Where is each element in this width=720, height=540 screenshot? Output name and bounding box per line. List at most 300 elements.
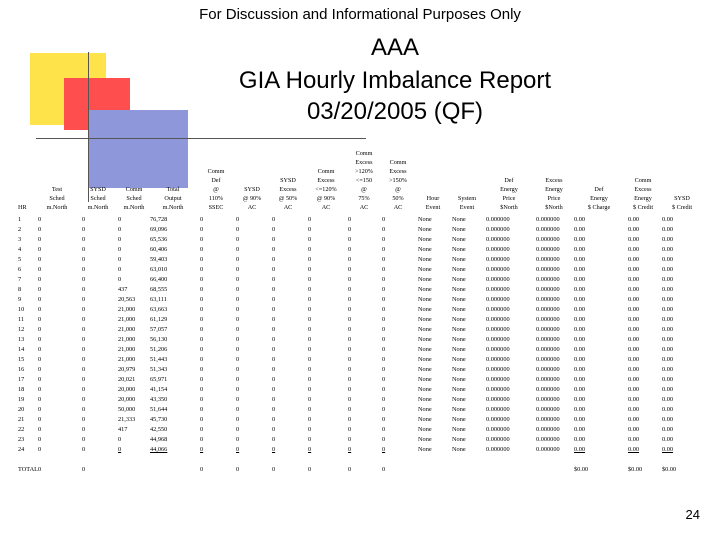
table-cell: 0 <box>82 256 86 263</box>
table-cell: 0 <box>38 436 42 443</box>
table-cell: 0 <box>348 446 352 453</box>
report-title-date: 03/20/2005 (QF) <box>306 98 484 125</box>
table-cell: 0.00 <box>574 256 586 263</box>
table-cell: 0.000000 <box>486 316 510 323</box>
table-cell: None <box>418 356 432 363</box>
table-cell: 0 <box>348 286 352 293</box>
table-cell: 0.00 <box>574 326 586 333</box>
table-cell: 0 <box>200 316 204 323</box>
table-cell: 0.000000 <box>536 246 560 253</box>
table-cell: None <box>418 446 432 453</box>
table-cell: 61,129 <box>150 316 168 323</box>
table-cell: 0.000000 <box>536 336 560 343</box>
table-cell: 0.00 <box>662 416 674 423</box>
table-cell: 0.000000 <box>486 226 510 233</box>
table-cell: 4 <box>18 246 22 253</box>
column-total: $0.00 <box>628 466 643 473</box>
table-cell: 0 <box>348 256 352 263</box>
page-number: 24 <box>685 507 700 522</box>
table-cell: 0.000000 <box>486 266 510 273</box>
table-cell: 20,000 <box>118 386 136 393</box>
table-cell: 21,000 <box>118 316 136 323</box>
table-cell: 0 <box>348 276 352 283</box>
table-cell: 0.000000 <box>536 416 560 423</box>
table-cell: 0 <box>200 326 204 333</box>
table-cell: 60,406 <box>150 246 168 253</box>
table-cell: 0.000000 <box>486 376 510 383</box>
table-cell: 0.00 <box>628 426 640 433</box>
table-cell: 0 <box>82 346 86 353</box>
table-cell: 0 <box>272 266 276 273</box>
table-cell: None <box>452 326 466 333</box>
table-cell: 0.000000 <box>486 246 510 253</box>
table-cell: 21,000 <box>118 356 136 363</box>
table-cell: 0 <box>382 406 386 413</box>
table-cell: 0 <box>236 276 240 283</box>
table-cell: 0 <box>348 226 352 233</box>
column-header-label: Comm Excess <=120% @ 90% AC <box>315 168 337 211</box>
column-values <box>38 215 41 455</box>
table-cell: 0 <box>200 276 204 283</box>
table-cell: 0 <box>236 446 240 453</box>
table-cell: 0 <box>38 286 42 293</box>
column-header-label: Def Energy $ Charge <box>587 186 611 211</box>
table-cell: 0.00 <box>574 386 586 393</box>
table-cell: 0 <box>38 416 42 423</box>
table-cell: 0.000000 <box>536 406 560 413</box>
table-cell: 0.00 <box>628 406 640 413</box>
table-cell: 11 <box>18 316 25 323</box>
table-cell: 63,010 <box>150 266 168 273</box>
table-cell: 0 <box>82 426 86 433</box>
table-cell: 0.000000 <box>536 436 560 443</box>
table-cell: 0 <box>272 426 276 433</box>
table-cell: 0.000000 <box>536 356 560 363</box>
column-total: 0 <box>382 466 386 473</box>
table-cell: None <box>452 226 466 233</box>
table-cell: 0 <box>200 396 204 403</box>
table-cell: 0 <box>38 406 42 413</box>
table-cell: 44,968 <box>150 436 168 443</box>
table-cell: 0.000000 <box>536 396 560 403</box>
table-cell: 0 <box>308 436 312 443</box>
table-cell: None <box>418 316 432 323</box>
table-cell: 0 <box>118 446 122 453</box>
table-cell: 1 <box>18 216 22 223</box>
table-cell: 0.00 <box>574 276 586 283</box>
table-cell: 0.00 <box>662 336 674 343</box>
table-cell: 0 <box>348 436 352 443</box>
table-cell: 0 <box>236 236 240 243</box>
table-cell: 0.000000 <box>486 286 510 293</box>
table-cell: 0.000000 <box>536 296 560 303</box>
table-cell: 0 <box>348 316 352 323</box>
column-header-label: System Event <box>457 195 477 211</box>
table-cell: 0 <box>308 236 312 243</box>
column-total: 0 <box>82 466 86 473</box>
table-cell: 13 <box>18 336 25 343</box>
table-cell: 3 <box>18 236 22 243</box>
table-cell: 0 <box>348 346 352 353</box>
table-cell: 0 <box>382 256 386 263</box>
table-cell: 19 <box>18 396 25 403</box>
table-cell: 0 <box>308 386 312 393</box>
table-cell: 0.000000 <box>486 356 510 363</box>
table-cell: 0 <box>200 366 204 373</box>
table-cell: 0.00 <box>574 436 586 443</box>
table-cell: 0 <box>200 226 204 233</box>
column-header-label: Comm Def @ 110% SSEC <box>207 168 225 211</box>
table-cell: 76,728 <box>150 216 168 223</box>
table-cell: None <box>418 236 432 243</box>
column-header <box>536 130 572 212</box>
table-cell: 0.00 <box>628 446 640 453</box>
table-cell: 0 <box>82 366 86 373</box>
table-cell: 21 <box>18 416 25 423</box>
table-cell: 0.00 <box>628 266 640 273</box>
table-cell: 0.000000 <box>536 326 560 333</box>
table-cell: 0 <box>348 356 352 363</box>
column-header-label: Total Output m.North <box>162 186 184 211</box>
table-cell: 0 <box>382 336 386 343</box>
table-cell: None <box>418 216 432 223</box>
table-cell: 51,644 <box>150 406 168 413</box>
table-cell: 0 <box>308 416 312 423</box>
table-cell: 0.00 <box>574 376 586 383</box>
table-cell: 0 <box>272 346 276 353</box>
table-cell: 9 <box>18 296 22 303</box>
column-values <box>382 215 385 455</box>
table-cell: 0 <box>236 396 240 403</box>
table-cell: 0.000000 <box>486 216 510 223</box>
table-cell: 0 <box>38 426 42 433</box>
table-cell: 0.00 <box>662 316 674 323</box>
table-cell: 0.00 <box>574 346 586 353</box>
column-header-label: Comm Excess >120% <=150 @ 75% AC <box>355 150 373 211</box>
table-cell: 0 <box>272 276 276 283</box>
table-cell: 0 <box>82 336 86 343</box>
column-values <box>662 215 673 455</box>
table-cell: 0.00 <box>628 436 640 443</box>
table-cell: 0.000000 <box>486 386 510 393</box>
table-cell: 0 <box>200 256 204 263</box>
table-cell: 0 <box>382 426 386 433</box>
table-cell: 0 <box>38 216 42 223</box>
table-cell: 0.00 <box>628 316 640 323</box>
table-cell: None <box>418 326 432 333</box>
column-total: 0 <box>38 466 42 473</box>
table-cell: 0.00 <box>662 446 674 453</box>
table-cell: 0 <box>272 416 276 423</box>
table-cell: 0.00 <box>662 376 674 383</box>
column-header-label: Comm Excess Energy $ Credit <box>632 177 654 211</box>
table-cell: 0 <box>272 336 276 343</box>
column-values <box>236 215 239 455</box>
table-cell: None <box>418 246 432 253</box>
table-cell: None <box>452 426 466 433</box>
table-cell: 0 <box>308 326 312 333</box>
column-values <box>118 215 135 455</box>
column-total: 0 <box>348 466 352 473</box>
table-cell: 0 <box>272 366 276 373</box>
table-cell: 0 <box>200 416 204 423</box>
table-cell: 0 <box>382 286 386 293</box>
table-cell: 0 <box>38 256 42 263</box>
table-cell: 0.000000 <box>536 316 560 323</box>
table-cell: 0 <box>382 376 386 383</box>
table-cell: 16 <box>18 366 25 373</box>
column-total: $0.00 <box>574 466 589 473</box>
table-cell: 0 <box>272 236 276 243</box>
table-cell: 0 <box>308 376 312 383</box>
table-cell: 0 <box>308 426 312 433</box>
table-cell: 0 <box>38 266 42 273</box>
column-values <box>150 215 167 455</box>
table-cell: 0 <box>82 276 86 283</box>
table-cell: 0 <box>38 396 42 403</box>
table-cell: 0 <box>236 426 240 433</box>
table-cell: 0 <box>308 366 312 373</box>
table-cell: 0.00 <box>628 256 640 263</box>
table-cell: 0 <box>82 326 86 333</box>
column-values <box>486 215 510 455</box>
table-cell: 0 <box>82 296 86 303</box>
table-cell: 0 <box>348 366 352 373</box>
table-cell: 51,343 <box>150 366 168 373</box>
table-cell: None <box>452 286 466 293</box>
table-cell: 0.00 <box>628 356 640 363</box>
table-cell: 0 <box>272 386 276 393</box>
table-cell: 0 <box>382 276 386 283</box>
table-cell: 0 <box>200 346 204 353</box>
table-cell: 44,066 <box>150 446 168 453</box>
column-values <box>452 215 466 455</box>
column-header-label: SYSD Excess @ 50% AC <box>278 177 298 211</box>
table-cell: None <box>452 416 466 423</box>
table-cell: 0.000000 <box>536 266 560 273</box>
table-cell: None <box>452 356 466 363</box>
table-cell: 0 <box>82 306 86 313</box>
table-cell: 0 <box>38 386 42 393</box>
table-cell: 18 <box>18 386 25 393</box>
table-cell: 21,000 <box>118 326 136 333</box>
imbalance-table <box>18 130 704 480</box>
table-cell: 57,057 <box>150 326 168 333</box>
column-total: 0 <box>308 466 312 473</box>
table-cell: 0 <box>82 446 86 453</box>
table-cell: None <box>418 266 432 273</box>
table-cell: None <box>452 276 466 283</box>
table-cell: 21,000 <box>118 306 136 313</box>
table-cell: 0.00 <box>628 346 640 353</box>
table-cell: 0 <box>308 306 312 313</box>
table-cell: 0 <box>200 236 204 243</box>
table-cell: 0 <box>200 246 204 253</box>
column-header <box>236 130 268 212</box>
table-cell: 0.000000 <box>536 276 560 283</box>
table-cell: None <box>452 436 466 443</box>
table-cell: 0 <box>236 266 240 273</box>
table-cell: 0 <box>82 396 86 403</box>
table-cell: 20,979 <box>118 366 136 373</box>
table-cell: 0 <box>348 386 352 393</box>
table-cell: None <box>418 376 432 383</box>
column-header <box>382 130 414 212</box>
table-cell: None <box>418 306 432 313</box>
table-cell: 0 <box>308 396 312 403</box>
table-cell: 0.00 <box>662 256 674 263</box>
table-cell: 0.000000 <box>536 366 560 373</box>
column-header <box>452 130 482 212</box>
table-cell: None <box>452 266 466 273</box>
table-cell: None <box>418 256 432 263</box>
table-cell: 0 <box>272 356 276 363</box>
table-cell: None <box>418 436 432 443</box>
table-cell: None <box>452 386 466 393</box>
column-header-label: SYSD $ Credit <box>671 195 693 211</box>
table-cell: 0 <box>348 416 352 423</box>
table-cell: 0 <box>82 236 86 243</box>
table-cell: 0.000000 <box>536 346 560 353</box>
table-cell: 0.00 <box>662 216 674 223</box>
table-cell: None <box>418 346 432 353</box>
table-cell: 0.00 <box>662 296 674 303</box>
table-cell: 0.00 <box>662 396 674 403</box>
table-cell: 0.000000 <box>536 226 560 233</box>
table-cell: 23 <box>18 436 25 443</box>
table-cell: None <box>452 376 466 383</box>
table-cell: None <box>452 346 466 353</box>
column-header <box>348 130 380 212</box>
table-cell: None <box>418 426 432 433</box>
table-cell: 15 <box>18 356 25 363</box>
table-cell: 0.00 <box>574 296 586 303</box>
table-cell: 0 <box>382 436 386 443</box>
column-values <box>536 215 560 455</box>
table-cell: 0 <box>348 406 352 413</box>
table-cell: 0 <box>382 306 386 313</box>
table-cell: 0.00 <box>662 356 674 363</box>
table-cell: 0 <box>382 416 386 423</box>
table-cell: 0 <box>348 326 352 333</box>
table-cell: 0 <box>38 376 42 383</box>
table-cell: 17 <box>18 376 25 383</box>
table-cell: 0 <box>308 266 312 273</box>
table-cell: 0 <box>236 216 240 223</box>
table-cell: 0 <box>272 326 276 333</box>
table-cell: 0.00 <box>662 326 674 333</box>
table-cell: 0.00 <box>662 286 674 293</box>
table-cell: 0.00 <box>574 216 586 223</box>
table-cell: 0 <box>82 266 86 273</box>
table-cell: 0 <box>348 246 352 253</box>
column-header <box>308 130 344 212</box>
table-cell: 0 <box>272 406 276 413</box>
table-cell: None <box>418 366 432 373</box>
table-cell: 0.00 <box>574 316 586 323</box>
table-cell: 0.00 <box>662 236 674 243</box>
table-cell: 42,550 <box>150 426 168 433</box>
table-cell: 0 <box>236 366 240 373</box>
table-cell: 0 <box>272 286 276 293</box>
column-total: 0 <box>272 466 276 473</box>
table-cell: 0.000000 <box>536 306 560 313</box>
table-cell: 65,536 <box>150 236 168 243</box>
table-cell: None <box>452 336 466 343</box>
table-cell: 0 <box>236 336 240 343</box>
table-cell: 0 <box>272 316 276 323</box>
table-cell: 0.00 <box>662 426 674 433</box>
table-cell: 0.00 <box>628 306 640 313</box>
table-cell: 0 <box>38 356 42 363</box>
table-cell: 0 <box>118 246 122 253</box>
column-header-label: Excess Energy Price $North <box>545 177 563 211</box>
column-values <box>18 215 24 455</box>
table-cell: 0 <box>236 346 240 353</box>
column-header <box>118 130 150 212</box>
table-cell: 0 <box>200 286 204 293</box>
table-cell: 0 <box>236 226 240 233</box>
table-cell: 0 <box>38 316 42 323</box>
table-cell: 0 <box>38 326 42 333</box>
table-cell: 45,730 <box>150 416 168 423</box>
table-cell: 0 <box>348 426 352 433</box>
table-cell: None <box>418 276 432 283</box>
table-cell: None <box>418 226 432 233</box>
table-cell: 0 <box>82 316 86 323</box>
table-cell: 0 <box>200 436 204 443</box>
table-cell: 0 <box>236 416 240 423</box>
table-cell: 8 <box>18 286 22 293</box>
table-cell: 0 <box>382 216 386 223</box>
table-cell: 0 <box>382 396 386 403</box>
table-cell: 0 <box>38 336 42 343</box>
column-header <box>200 130 232 212</box>
table-cell: 0.000000 <box>486 436 510 443</box>
table-cell: 0.000000 <box>486 416 510 423</box>
table-cell: 0.000000 <box>486 326 510 333</box>
table-cell: 20 <box>18 406 25 413</box>
table-cell: 0 <box>82 436 86 443</box>
table-cell: 0 <box>382 296 386 303</box>
table-cell: 0 <box>236 326 240 333</box>
column-header <box>418 130 448 212</box>
table-cell: 0.00 <box>574 396 586 403</box>
column-header-label: Comm Sched m.North <box>123 186 145 211</box>
table-cell: 0 <box>308 246 312 253</box>
table-cell: 0 <box>82 246 86 253</box>
table-cell: 0 <box>272 396 276 403</box>
table-cell: 0 <box>272 256 276 263</box>
table-cell: 0.00 <box>662 436 674 443</box>
table-cell: 0 <box>38 446 42 453</box>
table-cell: 0 <box>348 296 352 303</box>
table-cell: 0.00 <box>574 236 586 243</box>
table-cell: 0.00 <box>628 246 640 253</box>
table-cell: 0 <box>118 436 122 443</box>
table-cell: 0 <box>348 396 352 403</box>
table-cell: 0.00 <box>574 406 586 413</box>
table-cell: 0 <box>382 246 386 253</box>
table-cell: 5 <box>18 256 22 263</box>
column-header <box>82 130 114 212</box>
table-cell: 0.00 <box>628 286 640 293</box>
column-header-label: SYSD Sched m.North <box>87 186 109 211</box>
table-cell: 0.000000 <box>486 366 510 373</box>
table-cell: 22 <box>18 426 25 433</box>
column-total: $0.00 <box>662 466 677 473</box>
table-cell: 0.000000 <box>536 376 560 383</box>
